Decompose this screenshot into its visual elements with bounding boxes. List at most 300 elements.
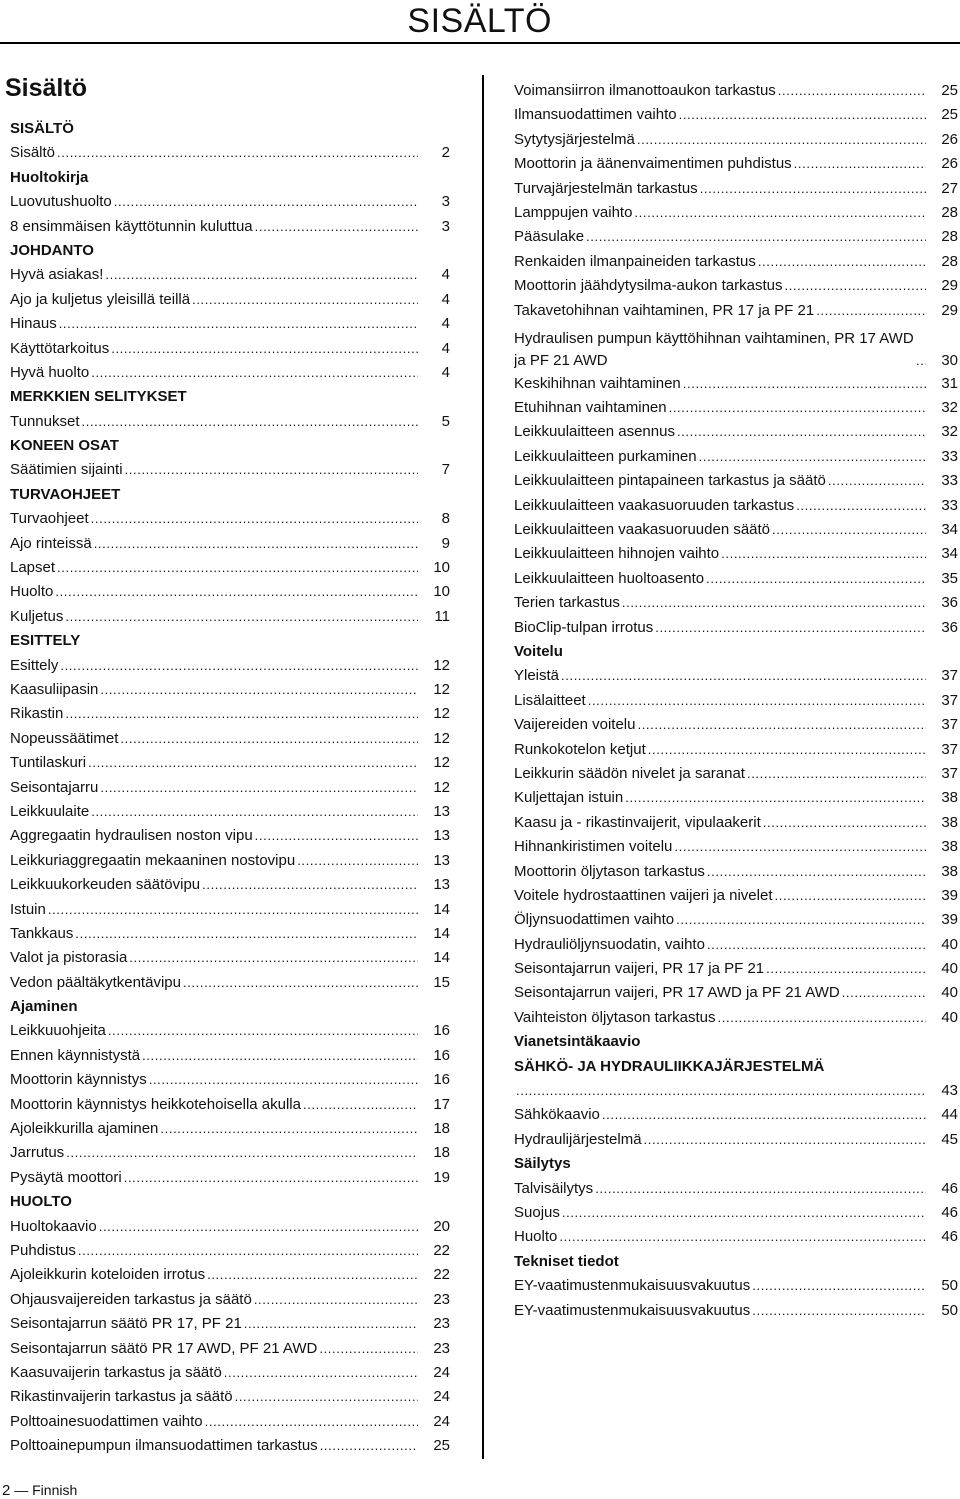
toc-entry[interactable] [514,518,958,542]
toc-page-number: 4 [441,290,450,308]
toc-entry-label: Hihnankiristimen voitelu [514,838,673,856]
toc-leader-dots [48,898,418,922]
toc-entry-label: Etuhihnan vaihtaminen [514,399,667,417]
toc-leader-dots [142,1044,418,1068]
toc-entry[interactable] [10,312,450,336]
toc-entry[interactable] [10,898,450,922]
toc-page-number: 38 [941,838,958,856]
toc-page-number: 46 [941,1203,958,1221]
toc-entry[interactable] [10,849,450,873]
toc-entry-label: Leikkuulaitteen purkaminen [514,447,697,465]
toc-entry[interactable] [10,1019,450,1043]
toc-leader-dots [634,201,926,225]
toc-page-number: 46 [941,1179,958,1197]
toc-leader-dots [65,605,418,629]
toc-leader-dots [75,922,418,946]
toc-entry[interactable] [514,981,958,1005]
toc-page-number: 44 [941,1106,958,1124]
toc-entry[interactable] [514,1177,958,1201]
toc-entry[interactable] [10,1288,450,1312]
toc-page-number: 25 [433,1437,450,1455]
toc-entry[interactable] [10,1337,450,1361]
toc-entry-label: Tuntilaskuri [10,754,87,772]
toc-page-number: 24 [433,1388,450,1406]
toc-leader-dots [91,800,418,824]
toc-entry-label: Rikastinvaijerin tarkastus ja säätö [10,1388,233,1406]
toc-leader-dots [202,873,418,897]
toc-leader-dots [766,957,926,981]
toc-entry[interactable] [514,152,958,176]
toc-entry-label: Runkokotelon ketjut [514,740,646,758]
toc-entry[interactable] [514,372,958,396]
toc-page-number: 12 [433,778,450,796]
toc-page-number: 45 [941,1130,958,1148]
toc-entry-label: Leikkuulaitteen huoltoasento [514,569,705,587]
toc-page-number: 27 [941,179,958,197]
toc-leader-dots [625,786,926,810]
toc-entry-label: Kaasuliipasin [10,680,99,698]
toc-leader-dots [224,1361,418,1385]
toc-page-number: 28 [941,203,958,221]
toc-page-number: 18 [433,1120,450,1138]
toc-entry[interactable] [10,702,450,726]
toc-entry[interactable] [10,1312,450,1336]
toc-entry[interactable] [10,361,450,385]
toc-page-number: 37 [941,667,958,685]
toc-leader-dots [319,1337,418,1361]
toc-leader-dots [699,445,926,469]
toc-entry-label: Hydrauliöljynsuodatin, vaihto [514,935,705,953]
toc-entry-label: Hyvä asiakas! [10,266,104,284]
toc-entry-label: Yleistä [514,667,560,685]
toc-entry[interactable] [10,678,450,702]
toc-leader-dots [683,372,926,396]
toc-entry[interactable] [514,713,958,737]
toc-entry-label: Nopeussäätimet [10,729,119,747]
toc-entry[interactable] [514,811,958,835]
toc-entry-label: Huoltokaavio [10,1217,97,1235]
toc-entry[interactable] [10,1410,450,1434]
toc-entry[interactable] [514,299,958,323]
toc-page-number: 7 [441,461,450,479]
toc-entry-label: Ajoleikkurilla ajaminen [10,1120,159,1138]
toc-leader-dots [842,981,926,1005]
toc-leader-dots [99,1215,418,1239]
toc-leader-dots [747,762,926,786]
toc-entry[interactable] [10,1117,450,1141]
toc-entry-label: Leikkuulaitteen pintapaineen tarkastus ja säätö [514,472,826,490]
toc-entry-label: Leikkuulaitteen vaakasuoruuden tarkastus [514,496,795,514]
toc-entry-label: Lapset [10,559,56,577]
toc-page-number: 50 [941,1301,958,1319]
toc-entry[interactable] [514,201,958,225]
toc-page-number: 36 [941,618,958,636]
toc-entry[interactable] [10,654,450,678]
toc-leader-dots [516,1079,926,1103]
toc-entry[interactable] [514,1274,958,1298]
toc-entry-label: Vaihteiston öljytason tarkastus [514,1008,716,1026]
toc-entry[interactable] [514,908,958,932]
toc-entry[interactable] [514,469,958,493]
toc-leader-dots [205,1410,418,1434]
toc-entry[interactable] [514,103,958,127]
toc-entry[interactable] [10,824,450,848]
toc-entry[interactable] [514,274,958,298]
toc-entry[interactable] [10,1434,450,1458]
toc-entry-label: Hydraulijärjestelmä [514,1130,642,1148]
toc-leader-dots [677,420,926,444]
toc-entry-label: Vedon päältäkytkentävipu [10,973,181,991]
toc-entry-label: Kuljettajan istuin [514,789,624,807]
toc-entry[interactable] [514,177,958,201]
toc-page-number: 33 [941,496,958,514]
toc-entry-label: Sähkökaavio [514,1106,600,1124]
toc-entry[interactable] [10,1068,450,1092]
toc-entry[interactable] [514,1225,958,1249]
toc-entry[interactable] [514,250,958,274]
toc-entry-label: BioClip-tulpan irrotus [514,618,654,636]
toc-entry[interactable] [10,288,450,312]
toc-entry-label: Seisontajarru [10,778,99,796]
toc-entry-label: Leikkuulaite [10,802,90,820]
toc-entry[interactable] [10,1239,450,1263]
toc-entry[interactable] [10,1166,450,1190]
toc-entry[interactable] [514,79,958,103]
toc-page-number: 33 [941,447,958,465]
toc-page-number: 35 [941,569,958,587]
toc-entry-label: Voitele hydrostaattinen vaijeri ja nivelet [514,886,773,904]
toc-entry[interactable] [514,762,958,786]
toc-entry[interactable] [514,420,958,444]
toc-entry-label: Huolto [10,583,54,601]
toc-entry-label: Ilmansuodattimen vaihto [514,106,677,124]
toc-entry-label: Kuljetus [10,607,64,625]
toc-entry[interactable] [10,215,450,239]
toc-entry[interactable] [10,1215,450,1239]
toc-entry[interactable] [10,141,450,165]
toc-entry[interactable] [514,494,958,518]
toc-page-number: 23 [433,1315,450,1333]
toc-entry[interactable] [10,1385,450,1409]
toc-leader-dots [916,350,926,372]
toc-page-number: 34 [941,521,958,539]
toc-page-number: 39 [941,886,958,904]
toc-leader-dots [637,713,926,737]
toc-leader-dots [637,128,926,152]
section-title: Sisältö [5,74,87,102]
toc-leader-dots [561,664,926,688]
toc-entry[interactable] [514,128,958,152]
toc-page-number: 16 [433,1071,450,1089]
toc-entry[interactable] [10,1044,450,1068]
toc-entry[interactable] [10,946,450,970]
toc-entry-label: Esittely [10,656,59,674]
toc-section-heading: Voitelu [514,643,563,660]
toc-page-number: 40 [941,984,958,1002]
toc-entry[interactable] [514,1128,958,1152]
toc-entry-label: Suojus [514,1203,560,1221]
toc-leader-dots [108,1019,418,1043]
toc-page-number: 12 [433,754,450,772]
toc-entry[interactable] [10,1093,450,1117]
toc-leader-dots [794,152,926,176]
toc-leader-dots [125,458,418,482]
toc-section-heading: Vianetsintäkaavio [514,1033,641,1051]
toc-entry[interactable] [10,727,450,751]
toc-leader-dots [91,361,418,385]
toc-page-number: 26 [941,155,958,173]
toc-entry[interactable] [514,738,958,762]
toc-page-number: 26 [941,130,958,148]
toc-page-number: 23 [433,1290,450,1308]
toc-page-number: 13 [433,851,450,869]
toc-entry-label: Tunnukset [10,412,80,430]
toc-leader-dots [66,1141,418,1165]
toc-page-number: 32 [941,423,958,441]
toc-entry[interactable] [514,616,958,640]
toc-leader-dots [192,288,418,312]
toc-page-number: 13 [433,802,450,820]
toc-right-column [514,79,958,1323]
toc-leader-dots [562,1201,926,1225]
toc-section-heading: Huoltokirja [10,168,89,186]
toc-page-number: 3 [441,217,450,235]
toc-entry[interactable] [10,190,450,214]
toc-entry[interactable] [514,884,958,908]
toc-entry-label: Renkaiden ilmanpaineiden tarkastus [514,252,756,270]
toc-entry[interactable] [10,776,450,800]
toc-page-number: 19 [433,1168,450,1186]
toc-leader-dots [559,1225,926,1249]
toc-entry-label: Pääsulake [514,228,585,246]
toc-entry[interactable] [10,556,450,580]
toc-entry[interactable] [10,263,450,287]
toc-section-heading: JOHDANTO [10,241,94,259]
toc-page-number: 23 [433,1339,450,1357]
toc-leader-dots [816,299,926,323]
toc-leader-dots [674,835,926,859]
toc-entry-label: Seisontajarrun vaijeri, PR 17 AWD ja PF 21 AWD [514,984,840,1002]
toc-entry[interactable] [514,1103,958,1127]
toc-entry-label: Moottorin öljytason tarkastus [514,862,705,880]
toc-left-column [10,117,450,1458]
toc-leader-dots [763,811,926,835]
toc-entry-label: Tankkaus [10,924,74,942]
toc-page-number: 37 [941,764,958,782]
toc-entry-label: Sisältö [10,144,56,162]
toc-page-number: 40 [941,1008,958,1026]
toc-entry[interactable] [514,225,958,249]
toc-entry-label: Hinaus [10,315,57,333]
toc-leader-dots [255,824,418,848]
toc-page-number: 12 [433,729,450,747]
toc-entry[interactable] [514,860,958,884]
toc-entry[interactable] [10,458,450,482]
toc-leader-dots [149,1068,418,1092]
toc-entry[interactable] [10,580,450,604]
toc-leader-dots [60,654,418,678]
column-divider [482,75,484,1459]
toc-entry[interactable] [514,396,958,420]
toc-page-number: 4 [441,315,450,333]
toc-section-heading: Ajaminen [10,998,78,1016]
toc-entry-label: Lisälaitteet [514,691,586,709]
toc-section-heading: KONEEN OSAT [10,437,119,455]
toc-entry[interactable] [10,800,450,824]
toc-entry[interactable] [514,835,958,859]
toc-entry-label: Terien tarkastus [514,594,620,612]
toc-page-number: 38 [941,813,958,831]
toc-entry-label: Hydraulisen pumpun käyttöhihnan vaihtaminen, PR 17 AWD ja PF 21 AWD [514,329,914,369]
toc-page-number: 32 [941,399,958,417]
toc-leader-dots [586,225,926,249]
toc-leader-dots [721,542,926,566]
toc-entry-label: Leikkuulaitteen hihnojen vaihto [514,545,720,563]
toc-leader-dots [254,1288,418,1312]
toc-leader-dots [124,1166,418,1190]
toc-entry[interactable] [10,873,450,897]
toc-entry[interactable] [10,971,450,995]
toc-entry[interactable] [514,542,958,566]
toc-page-number: 38 [941,862,958,880]
toc-entry-label: Moottorin ja äänenvaimentimen puhdistus [514,155,792,173]
toc-page-number: 16 [433,1022,450,1040]
toc-entry-label: Valot ja pistorasia [10,949,128,967]
toc-section-heading: HUOLTO [10,1193,72,1211]
toc-entry[interactable] [10,410,450,434]
toc-entry-label: Rikastin [10,705,64,723]
toc-entry[interactable] [10,1361,450,1385]
toc-section-heading: Tekniset tiedot [514,1252,619,1270]
toc-page-number: 38 [941,789,958,807]
toc-page-number: 46 [941,1228,958,1246]
toc-entry-label: Ajoleikkurin koteloiden irrotus [10,1266,206,1284]
toc-section-heading: SISÄLTÖ [10,120,74,137]
toc-leader-dots [120,727,418,751]
toc-entry-label: Hyvä huolto [10,363,90,381]
toc-leader-dots [82,410,419,434]
toc-leader-dots [91,507,418,531]
toc-entry[interactable] [514,567,958,591]
toc-entry[interactable] [10,605,450,629]
toc-entry-label: Lamppujen vaihto [514,203,633,221]
toc-entry-label: Polttoainepumpun ilmansuodattimen tarkastus [10,1437,318,1455]
toc-leader-dots [775,884,927,908]
toc-leader-dots [320,1434,418,1458]
toc-entry[interactable] [514,957,958,981]
toc-page-number: 5 [441,412,450,430]
toc-entry[interactable] [514,689,958,713]
toc-page-number: 31 [941,374,958,392]
toc-page-number: 24 [433,1412,450,1430]
toc-entry[interactable] [514,1079,958,1103]
toc-leader-dots [160,1117,418,1141]
toc-entry[interactable] [514,591,958,615]
toc-page-number: 13 [433,827,450,845]
toc-page-number: 28 [941,228,958,246]
toc-entry[interactable] [514,323,958,372]
toc-leader-dots [255,215,418,239]
toc-page-number: 28 [941,252,958,270]
toc-leader-dots [778,79,926,103]
toc-leader-dots [784,274,926,298]
toc-page-number: 11 [434,607,450,625]
toc-entry-label: Istuin [10,900,46,918]
toc-entry-label: Luovutushuolto [10,193,112,211]
toc-entry[interactable] [10,1141,450,1165]
toc-entry-label: Moottorin jäähdytysilma-aukon tarkastus [514,277,783,295]
toc-entry[interactable] [10,922,450,946]
toc-entry[interactable] [514,445,958,469]
toc-leader-dots [59,312,418,336]
toc-entry[interactable] [514,1006,958,1030]
toc-leader-dots [244,1312,418,1336]
toc-entry-label: Polttoainesuodattimen vaihto [10,1412,203,1430]
toc-entry-label: Keskihihnan vaihtaminen [514,374,681,392]
toc-section-heading: TURVAOHJEET [10,485,121,503]
toc-entry[interactable] [514,786,958,810]
toc-entry-label: Takavetohihnan vaihtaminen, PR 17 ja PF 21 [514,301,815,319]
toc-page-number: 4 [441,363,450,381]
toc-entry-label: Leikkuulaitteen vaakasuoruuden säätö [514,521,771,539]
toc-leader-dots [88,751,418,775]
toc-leader-dots [297,849,418,873]
toc-entry[interactable] [10,751,450,775]
toc-leader-dots [752,1299,926,1323]
toc-page-number: 22 [433,1266,450,1284]
toc-entry-label: Seisontajarrun vaijeri, PR 17 ja PF 21 [514,960,765,978]
toc-leader-dots [303,1093,418,1117]
toc-entry-label: Ajo rinteissä [10,534,92,552]
toc-page-number: 16 [433,1046,450,1064]
toc-entry[interactable] [10,507,450,531]
toc-leader-dots [828,469,926,493]
toc-entry-label: Leikkuriaggregaatin mekaaninen nostovipu [10,851,296,869]
toc-leader-dots [655,616,926,640]
toc-leader-dots [100,678,418,702]
toc-entry[interactable] [10,1263,450,1287]
toc-leader-dots [183,971,418,995]
toc-leader-dots [706,567,926,591]
toc-page-number: 14 [433,924,450,942]
toc-page-number: 39 [941,911,958,929]
toc-page-number: 50 [941,1277,958,1295]
toc-leader-dots [57,556,418,580]
toc-leader-dots [114,190,418,214]
toc-entry[interactable] [10,337,450,361]
toc-entry-label: EY-vaatimustenmukaisuusvakuutus [514,1277,751,1295]
toc-entry-label: Moottorin käynnistys [10,1071,147,1089]
toc-entry[interactable] [514,1299,958,1323]
toc-entry[interactable] [514,933,958,957]
toc-leader-dots [648,738,926,762]
toc-entry[interactable] [10,532,450,556]
toc-entry-label: Ajo ja kuljetus yleisillä teillä [10,290,191,308]
toc-leader-dots [752,1274,926,1298]
toc-page-number: 29 [941,301,958,319]
toc-entry[interactable] [514,664,958,688]
toc-page-number: 37 [941,691,958,709]
toc-entry-label: Leikkuulaitteen asennus [514,423,675,441]
toc-entry-label: Käyttötarkoitus [10,339,110,357]
toc-entry[interactable] [514,1201,958,1225]
toc-leader-dots [718,1006,927,1030]
toc-leader-dots [669,396,926,420]
toc-leader-dots [707,860,926,884]
toc-page-number: 4 [441,339,450,357]
toc-entry-label: Seisontajarrun säätö PR 17, PF 21 [10,1315,242,1333]
toc-entry-label: Voimansiirron ilmanottoaukon tarkastus [514,82,776,99]
